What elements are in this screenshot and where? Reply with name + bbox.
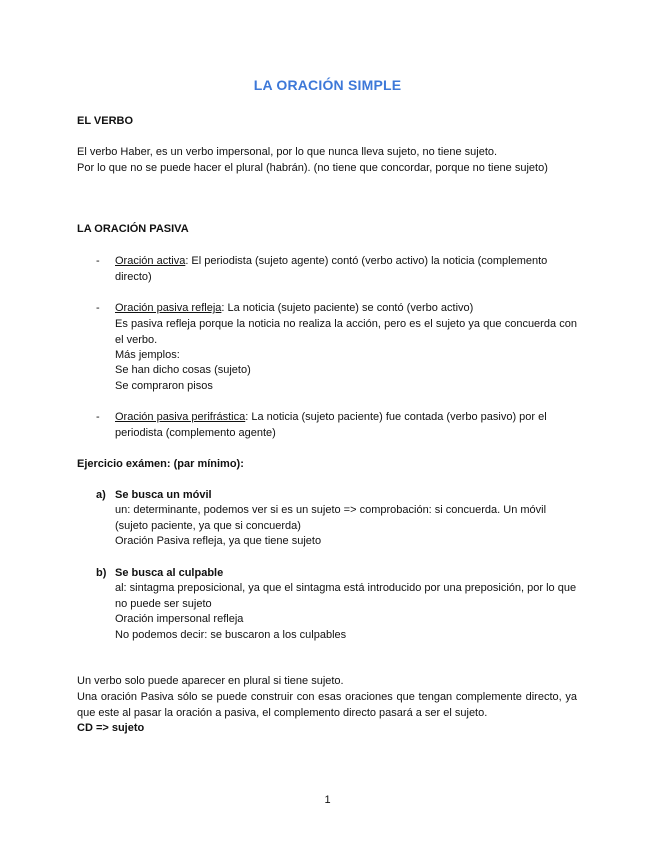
exercise-b-line-2: Oración impersonal refleja — [115, 613, 244, 625]
bullet-dash: - — [96, 255, 100, 267]
item-text: : La noticia (sujeto paciente) fue contada (verbo pasivo) por el periodista (complemento agente) — [115, 411, 547, 439]
exercise-a-line-1: un: determinante, podemos ver si es un sujeto => comprobación: si concuerda. Un móvil (sujeto paciente, ya que si concuerda) — [115, 504, 547, 532]
page-number: 1 — [324, 794, 331, 806]
verbo-paragraph-2: Por lo que no se puede hacer el plural (habrán). (no tiene que concordar, porque no tiene sujeto) — [77, 162, 548, 174]
bullet-dash: - — [96, 302, 100, 314]
pasiva-refleja-examples-label: Más jemplos: — [115, 349, 180, 361]
closing-paragraph-1: Un verbo solo puede aparecer en plural si tiene sujeto. — [77, 675, 344, 687]
list-item-pasiva-perifrastica — [115, 409, 577, 441]
page-title: LA ORACIÓN SIMPLE — [253, 77, 402, 93]
closing-paragraph-2: Una oración Pasiva sólo se puede construir con esas oraciones que tengan complemente directo, ya que este al pasar la oración a pasiva, el complemento directo pasará a ser el sujeto. — [77, 691, 577, 719]
exercise-b-marker: b) — [96, 567, 107, 579]
exercise-heading: Ejercicio exámen: (par mínimo): — [77, 458, 244, 470]
section-heading-verbo: EL VERBO — [77, 115, 134, 127]
exercise-b-line-3: No podemos decir: se buscaron a los culpables — [115, 629, 347, 641]
section-heading-pasiva: LA ORACIÓN PASIVA — [77, 223, 189, 235]
pasiva-refleja-example-1: Se han dicho cosas (sujeto) — [115, 364, 251, 376]
item-text: : La noticia (sujeto paciente) se contó (verbo activo) — [221, 302, 474, 314]
exercise-a-marker: a) — [96, 489, 106, 501]
exercise-b-line-1: al: sintagma preposicional, ya que el sintagma está introducido por una preposición, por lo que no puede ser sujeto — [115, 582, 577, 610]
term-pasiva-refleja: Oración pasiva refleja — [115, 302, 222, 314]
term-pasiva-perifrastica: Oración pasiva perifrástica — [115, 411, 246, 423]
pasiva-refleja-explanation: Es pasiva refleja porque la noticia no realiza la acción, pero es el sujeto ya que concuerda con el verbo. — [115, 318, 577, 346]
item-text: : El periodista (sujeto agente) contó (verbo activo) la noticia (complemento directo) — [115, 255, 548, 283]
pasiva-refleja-example-2: Se compraron pisos — [115, 380, 213, 392]
closing-summary: CD => sujeto — [77, 722, 145, 734]
term-oracion-activa: Oración activa — [115, 255, 186, 267]
verbo-paragraph-1: El verbo Haber, es un verbo impersonal, por lo que nunca lleva sujeto, no tiene sujeto. — [77, 146, 498, 158]
list-item-pasiva-refleja — [115, 300, 577, 316]
exercise-a-title: Se busca un móvil — [115, 489, 212, 501]
exercise-a-line-2: Oración Pasiva refleja, ya que tiene sujeto — [115, 535, 322, 547]
bullet-dash: - — [96, 411, 100, 423]
list-item-oracion-activa — [115, 253, 577, 285]
exercise-b-title: Se busca al culpable — [115, 567, 224, 579]
